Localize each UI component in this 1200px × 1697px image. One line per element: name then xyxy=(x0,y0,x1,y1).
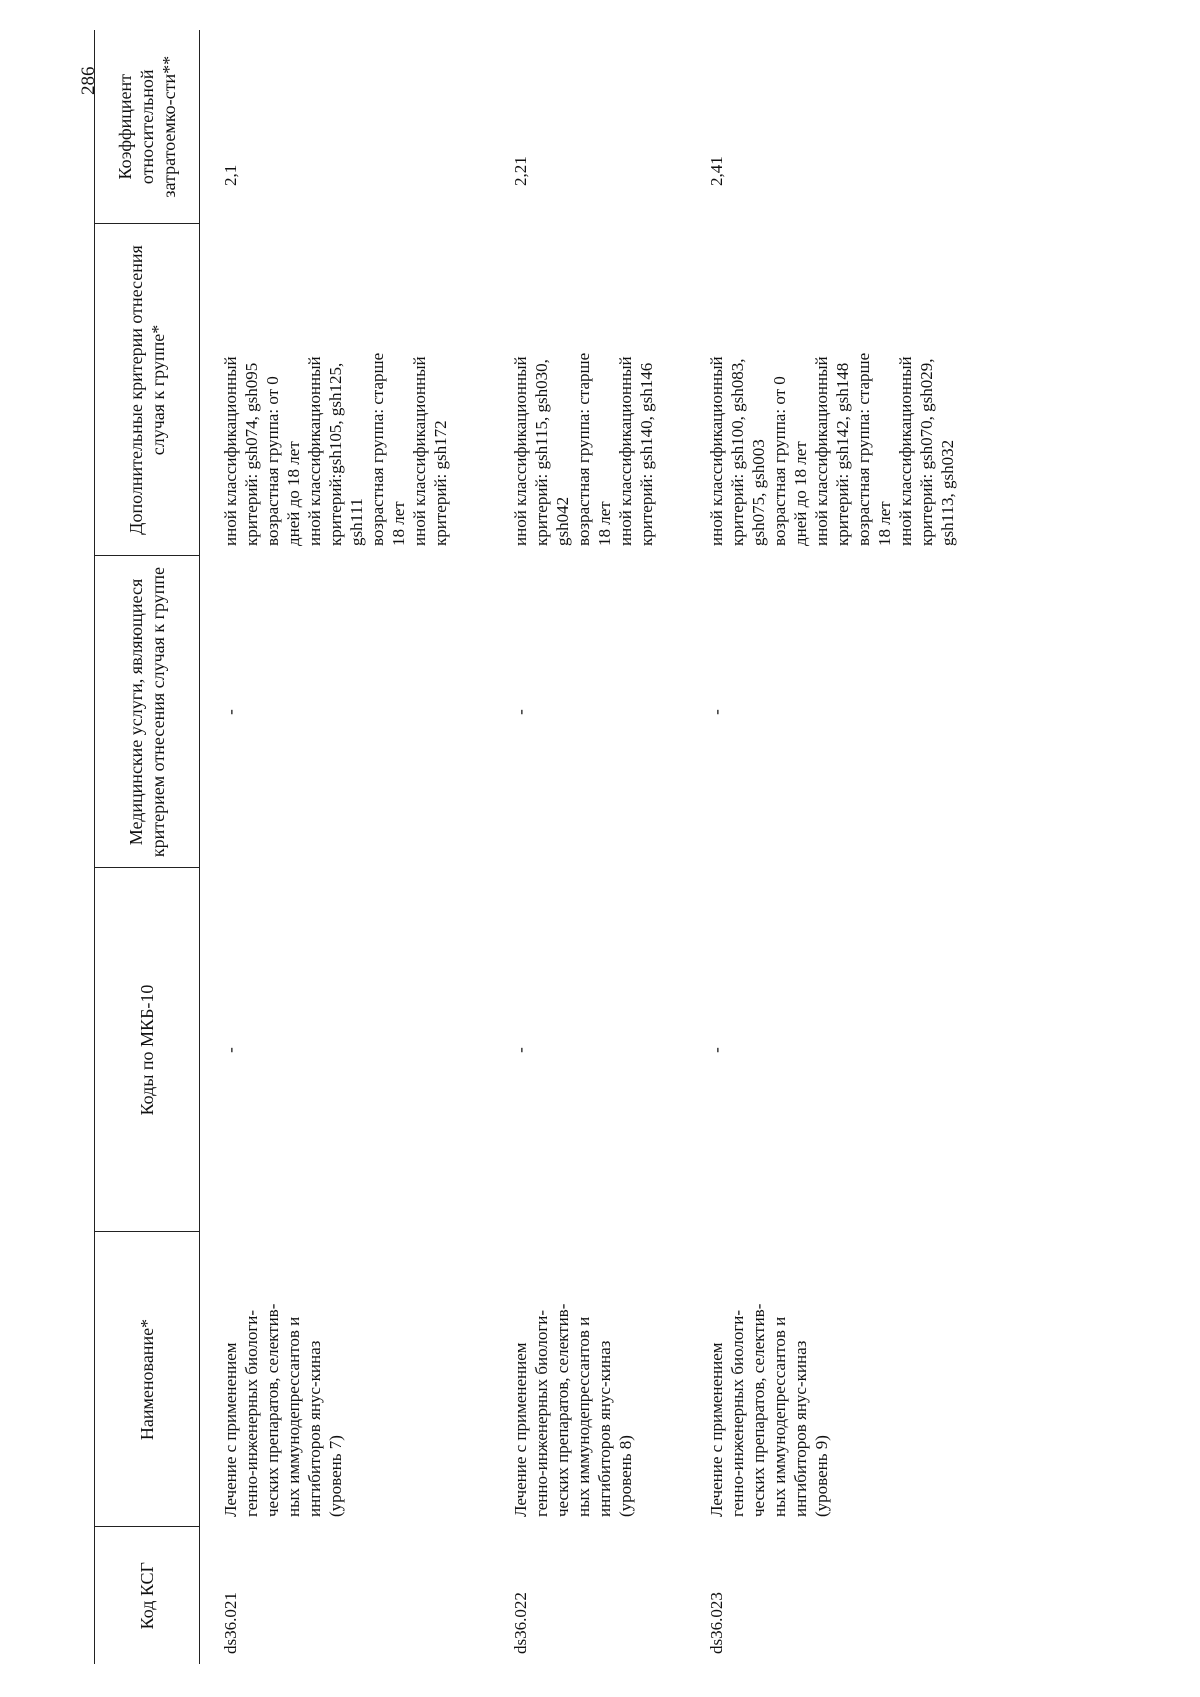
table-row xyxy=(686,30,986,1664)
table-row xyxy=(200,30,490,1664)
cell-services: - xyxy=(706,709,726,715)
cell-code: ds36.021 xyxy=(221,1592,240,1654)
table-body xyxy=(200,30,986,1664)
header-coefficient: Коэффициент относительной затратоемко-сти** xyxy=(95,30,200,224)
cell-criteria: иной классификационный критерий: gsh115, gsh030, gsh042 возрастная группа: старше 18 лет иной классификационный критерий: gsh140, gsh146 xyxy=(510,352,656,546)
cell-code: ds36.022 xyxy=(510,1592,530,1654)
cell-mkb: - xyxy=(221,1047,240,1053)
cell-coefficient: 2,41 xyxy=(706,156,726,186)
cell-name: Лечение с применением генно-инженерных биологи- ческих препаратов, селектив- ных иммунодепрессантов и ингибиторов янус-киназ (уровень 8) xyxy=(510,1303,635,1517)
cell-criteria: иной классификационный критерий: gsh074, gsh095 возрастная группа: от 0 дней до 18 лет иной классификационный критерий:gsh105, gsh125, gsh111 возрастная группа: старше 18 лет иной классификационный критерий: gsh172 xyxy=(221,352,450,546)
cell-name: Лечение с применением генно-инженерных биологи- ческих препаратов, селектив- ных иммунодепрессантов и ингибиторов янус-киназ (уровень 7) xyxy=(221,1303,345,1517)
cell-code: ds36.023 xyxy=(706,1592,726,1654)
header-name: Наименование* xyxy=(95,1232,200,1527)
header-criteria: Дополнительные критерии отнесения случая к группе* xyxy=(95,224,200,556)
cell-services: - xyxy=(510,709,530,715)
header-code: Код КСГ xyxy=(95,1527,200,1664)
cell-coefficient: 2,21 xyxy=(510,156,530,186)
cell-name: Лечение с применением генно-инженерных биологи- ческих препаратов, селектив- ных иммунодепрессантов и ингибиторов янус-киназ (уровень 9) xyxy=(706,1303,831,1517)
cell-services: - xyxy=(221,709,240,715)
header-row xyxy=(95,30,200,1664)
page-number: 286 xyxy=(78,66,99,95)
cell-coefficient: 2,1 xyxy=(221,164,240,186)
header-services: Медицинские услуги, являющиеся критерием отнесения случая к группе xyxy=(95,556,200,868)
cell-criteria: иной классификационный критерий: gsh100, gsh083, gsh075, gsh003 возрастная группа: от 0 дней до 18 лет иной классификационный критерий: gsh142, gsh148 возрастная группа: старше 18 лет иной классификационный критерий: gsh070, gsh029, gsh113, gsh032 xyxy=(706,352,957,546)
header-mkb: Коды по МКБ-10 xyxy=(95,868,200,1232)
cell-mkb: - xyxy=(510,1047,530,1053)
table-row xyxy=(490,30,686,1664)
table-header xyxy=(95,30,200,1664)
ksg-table xyxy=(94,30,986,1664)
cell-mkb: - xyxy=(706,1047,726,1053)
